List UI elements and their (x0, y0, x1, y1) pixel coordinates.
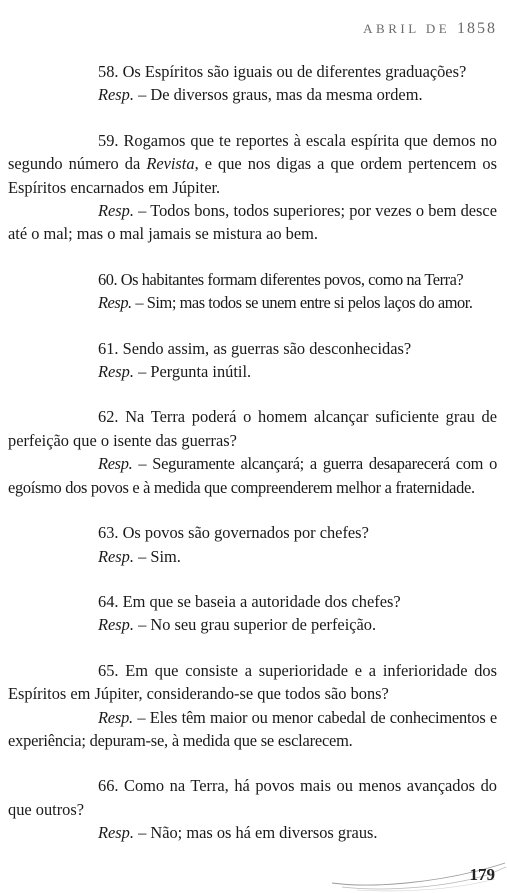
question-60: 60. Os habitantes formam diferentes povos, como na Terra? (98, 269, 464, 289)
resp-label: Resp. (98, 293, 132, 313)
answer-64: Resp. – No seu grau superior de perfeição. (98, 615, 377, 635)
question-65: 65. Em que consiste a superioridade e a inferioridade dos Espíritos em Júpiter, considerando-se que todos são bons? (8, 660, 497, 704)
resp-label: Resp. (98, 707, 133, 727)
resp-label: Resp. (98, 454, 133, 474)
question-58: 58. Os Espíritos são iguais ou de diferentes graduações? (98, 62, 467, 81)
question-59: 59. Rogamos que te reportes à escala espírita que demos no segundo número da Revista, e que nos digas a que ordem pertencem os Espíritos encarnados em Júpiter. (8, 130, 497, 197)
qa-66 (8, 774, 497, 844)
question-62: 62. Na Terra poderá o homem alcançar suficiente grau de perfeição que o isente das guerras? (8, 407, 497, 450)
answer-62: Resp. – Seguramente alcançará; a guerra desaparecerá com o egoísmo dos povos e à medida que compreenderem melhor a fraternidade. (8, 454, 497, 497)
resp-label: Resp. (98, 546, 134, 566)
qa-63 (8, 521, 497, 568)
resp-label: Resp. (98, 823, 134, 843)
answer-61: Resp. – Pergunta inútil. (98, 362, 252, 382)
qa-59 (8, 129, 497, 246)
answer-60: Resp. – Sim; mas todos se unem entre si pelos laços do amor. (98, 293, 473, 313)
page-body (8, 60, 497, 867)
question-66: 66. Como na Terra, há povos mais ou menos avançados do que outros? (8, 776, 497, 819)
page-number: 179 (469, 865, 495, 884)
running-head-text: ABRIL DE (363, 21, 451, 36)
answer-59: Resp. – Todos bons, todos superiores; por vezes o bem desce até o mal; mas o mal jamais se mistura ao bem. (8, 201, 497, 244)
answer-65: Resp. – Eles têm maior ou menor cabedal de conhecimentos e experiência; depuram-se, à medida que se esclarecem. (8, 707, 497, 750)
question-64: 64. Em que se baseia a autoridade dos chefes? (98, 591, 401, 611)
qa-62 (8, 405, 497, 499)
qa-65 (8, 659, 497, 753)
resp-label: Resp. (98, 201, 134, 221)
qa-58 (8, 60, 497, 107)
question-63: 63. Os povos são governados por chefes? (98, 523, 369, 543)
resp-label: Resp. (98, 85, 134, 105)
qa-60 (8, 268, 497, 315)
answer-58: Resp. – De diversos graus, mas da mesma ordem. (98, 85, 423, 105)
resp-label: Resp. (98, 362, 134, 382)
question-61: 61. Sendo assim, as guerras são desconhecidas? (98, 338, 412, 358)
answer-66: Resp. – Não; mas os há em diversos graus. (98, 823, 378, 843)
answer-63: Resp. – Sim. (98, 546, 181, 566)
qa-61 (8, 337, 497, 384)
qa-64 (8, 590, 497, 637)
resp-label: Resp. (98, 615, 134, 635)
running-head (363, 20, 497, 38)
revista-title: Revista (146, 154, 195, 174)
running-head-year: 1858 (457, 20, 497, 37)
